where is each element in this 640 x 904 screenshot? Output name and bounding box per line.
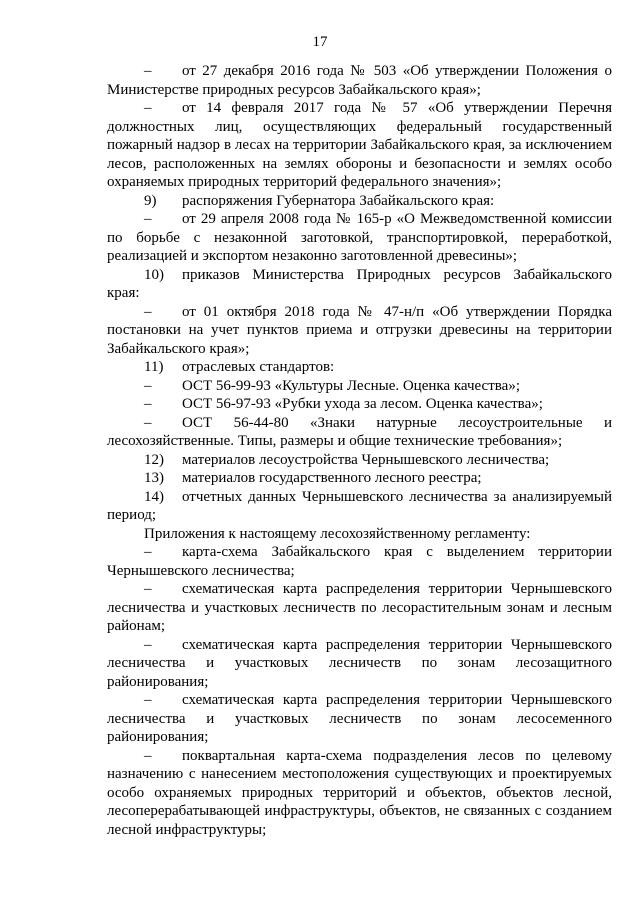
list-item-text: от 27 декабря 2016 года № 503 «Об утверждении Положения о Министерстве природных ресурсов Забайкальского края»; (107, 63, 612, 98)
list-item (107, 377, 612, 396)
list-item (107, 691, 612, 747)
list-marker: – (144, 211, 152, 227)
list-marker: 12) (144, 451, 164, 468)
list-item (107, 99, 612, 192)
list-marker: – (144, 63, 152, 79)
list-marker: – (144, 636, 152, 653)
list-item (107, 580, 612, 636)
list-marker: – (144, 100, 152, 116)
list-marker: 10) (144, 266, 164, 283)
list-item-text: отраслевых стандартов: (182, 359, 335, 375)
list-item (107, 210, 612, 266)
list-item (107, 488, 612, 525)
list-item-text: схематическая карта распределения территории Чернышевского лесничества и участковых лесничеств по лесорастительным зонам и лесным районам; (107, 581, 612, 634)
list-item (107, 62, 612, 99)
list-marker: 9) (144, 192, 157, 209)
list-item (107, 303, 612, 359)
list-item-text: ОСТ 56-99-93 «Культуры Лесные. Оценка качества»; (182, 377, 520, 394)
list-item-text: от 01 октября 2018 года № 47-н/п «Об утверждении Порядка постановки на учет пунктов приема и отгрузки древесины на территории Забайкальского края»; (107, 303, 612, 357)
document-body (107, 62, 612, 839)
list-item (107, 636, 612, 692)
list-item-text: отчетных данных Чернышевского лесничества за анализируемый период; (107, 488, 612, 523)
list-item-text: от 14 февраля 2017 года № 57 «Об утверждении Перечня должностных лиц, осуществляющих федеральный государственный пожарный надзор в лесах на территории Забайкальского края, за исключением лесов, расположенных на землях обороны и безопасности и землях особо охраняемых природных территорий федерального значения»; (107, 100, 612, 190)
page-number: 17 (312, 34, 328, 50)
appendix-heading (107, 525, 612, 544)
list-item (107, 469, 612, 488)
list-item (107, 747, 612, 840)
list-item-text: поквартальная карта-схема подразделения лесов по целевому назначению с нанесением местоположения существующих и проектируемых особо охраняемых природных территорий и объектов, объектов лесной, лесоперерабатывающей инфраструктуры, объектов, не связанных с созданием лесной инфраструктуры; (107, 747, 612, 838)
list-item (107, 192, 612, 211)
list-marker: 13) (144, 470, 164, 486)
list-marker: – (144, 303, 152, 320)
list-item-text: карта-схема Забайкальского края с выделением территории Чернышевского лесничества; (107, 544, 612, 579)
list-marker: – (144, 377, 152, 394)
list-marker: – (144, 692, 152, 708)
list-marker: – (144, 747, 152, 764)
list-marker: 11) (144, 359, 164, 375)
list-item-text: от 29 апреля 2008 года № 165-р «О Межведомственной комиссии по борьбе с незаконной заготовкой, транспортировкой, переработкой, реализацией и экспортом незаконно заготовленной древесины»; (107, 211, 612, 264)
list-marker: – (144, 396, 152, 412)
list-marker: – (144, 581, 152, 597)
list-item-text: распоряжения Губернатора Забайкальского края: (182, 192, 495, 209)
list-item-text: схематическая карта распределения территории Чернышевского лесничества и участковых лесничеств по зонам лесосеменного районирования; (107, 692, 612, 745)
list-item-text: материалов государственного лесного реестра; (182, 470, 482, 486)
list-marker: – (144, 544, 152, 560)
list-item (107, 395, 612, 414)
list-item-text: приказов Министерства Природных ресурсов Забайкальского края: (107, 266, 612, 301)
list-item-text: ОСТ 56-97-93 «Рубки ухода за лесом. Оценка качества»; (182, 396, 543, 412)
list-item-text: ОСТ 56-44-80 «Знаки натурные лесоустроительные и лесохозяйственные. Типы, размеры и общие технические требования»; (107, 414, 612, 449)
appendix-heading-text: Приложения к настоящему лесохозяйственному регламенту: (144, 525, 531, 542)
list-item (107, 543, 612, 580)
list-item-text: материалов лесоустройства Чернышевского лесничества; (182, 451, 550, 468)
list-item (107, 414, 612, 451)
list-item (107, 358, 612, 377)
list-marker: – (144, 414, 152, 431)
list-item (107, 266, 612, 303)
list-item-text: схематическая карта распределения территории Чернышевского лесничества и участковых лесничеств по зонам лесозащитного районирования; (107, 636, 612, 690)
list-marker: 14) (144, 488, 164, 505)
list-item (107, 451, 612, 470)
